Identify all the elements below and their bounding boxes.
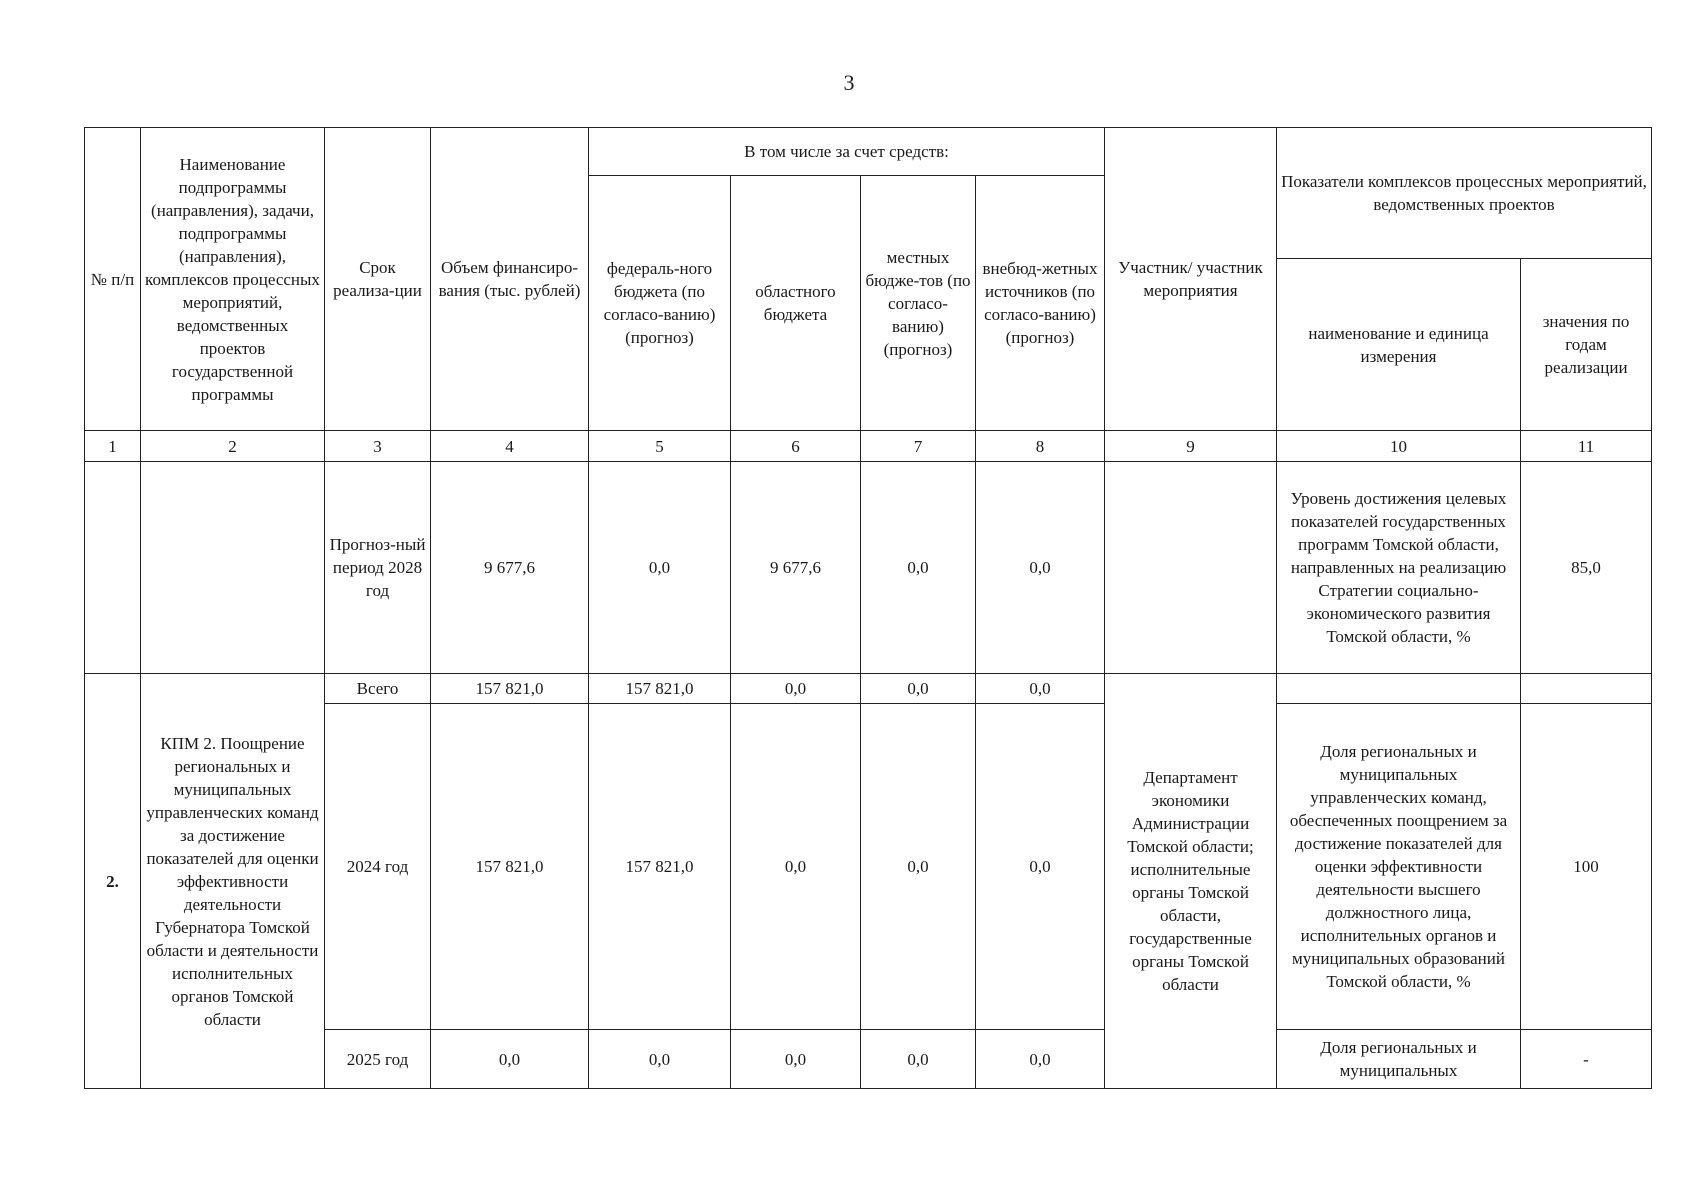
column-number: 8 (976, 431, 1105, 462)
header-col-extra: внебюд-жетных источников (по согласо-ванию) (прогноз) (976, 176, 1105, 431)
header-group-indicators: Показатели комплексов процессных мероприятий, ведомственных проектов (1277, 128, 1652, 259)
local-cell: 0,0 (861, 1030, 976, 1089)
page-number: 3 (843, 70, 855, 95)
column-number: 2 (141, 431, 325, 462)
participant-cell: Департамент экономики Администрации Томской области; исполнительные органы Томской области, государственные органы Томской области (1105, 674, 1277, 1089)
header-col-name: Наименование подпрограммы (направления), задачи, подпрограммы (направления), комплексов процессных мероприятий, ведомственных проектов государственной программы (141, 128, 325, 431)
indicator-cell: Доля региональных и муниципальных (1277, 1030, 1521, 1089)
local-cell: 0,0 (861, 462, 976, 674)
indicator-value-cell: 85,0 (1521, 462, 1652, 674)
header-col-volume: Объем финансиро-вания (тыс. рублей) (431, 128, 589, 431)
extra-cell: 0,0 (976, 1030, 1105, 1089)
column-number: 3 (325, 431, 431, 462)
indicator-value-cell (1521, 674, 1652, 704)
column-number: 5 (589, 431, 731, 462)
header-col-number: № п/п (85, 128, 141, 431)
local-cell: 0,0 (861, 704, 976, 1030)
table-cell-empty (85, 462, 141, 674)
local-cell: 0,0 (861, 674, 976, 704)
total-cell: 9 677,6 (431, 462, 589, 674)
header-col-period: Срок реализа-ции (325, 128, 431, 431)
regional-cell: 0,0 (731, 674, 861, 704)
column-number: 1 (85, 431, 141, 462)
header-col-indicator-name: наименование и единица измерения (1277, 259, 1521, 431)
federal-cell: 157 821,0 (589, 704, 731, 1030)
indicator-value-cell: - (1521, 1030, 1652, 1089)
total-cell: 157 821,0 (431, 704, 589, 1030)
forecast-row (85, 462, 1652, 674)
table-cell-empty (141, 462, 325, 674)
indicator-cell: Доля региональных и муниципальных управленческих команд, обеспеченных поощрением за достижение показателей для оценки эффективности деятельности высшего должностного лица, исполнительных органов и муниципальных образований Томской области, % (1277, 704, 1521, 1030)
column-number: 7 (861, 431, 976, 462)
column-number: 4 (431, 431, 589, 462)
regional-cell: 9 677,6 (731, 462, 861, 674)
federal-cell: 157 821,0 (589, 674, 731, 704)
column-number: 9 (1105, 431, 1277, 462)
program-table (84, 127, 1652, 1089)
column-numbers-row (85, 431, 1652, 462)
indicator-cell (1277, 674, 1521, 704)
header-group-funds: В том числе за счет средств: (589, 128, 1105, 176)
header-col-local: местных бюдже-тов (по согласо-ванию) (прогноз) (861, 176, 976, 431)
header-col-federal: федераль-ного бюджета (по согласо-ванию) (прогноз) (589, 176, 731, 431)
regional-cell: 0,0 (731, 704, 861, 1030)
column-number: 11 (1521, 431, 1652, 462)
extra-cell: 0,0 (976, 704, 1105, 1030)
extra-cell: 0,0 (976, 462, 1105, 674)
period-cell: Прогноз-ный период 2028 год (325, 462, 431, 674)
column-number: 6 (731, 431, 861, 462)
header-col-participant: Участник/ участник мероприятия (1105, 128, 1277, 431)
column-number: 10 (1277, 431, 1521, 462)
period-cell: Всего (325, 674, 431, 704)
total-cell: 0,0 (431, 1030, 589, 1089)
regional-cell: 0,0 (731, 1030, 861, 1089)
block-number: 2. (85, 674, 141, 1089)
federal-cell: 0,0 (589, 462, 731, 674)
header-col-indicator-values: значения по годам реализации (1521, 259, 1652, 431)
period-cell: 2025 год (325, 1030, 431, 1089)
extra-cell: 0,0 (976, 674, 1105, 704)
block2-row-total (85, 674, 1652, 704)
period-cell: 2024 год (325, 704, 431, 1030)
federal-cell: 0,0 (589, 1030, 731, 1089)
indicator-cell: Уровень достижения целевых показателей государственных программ Томской области, направленных на реализацию Стратегии социально-экономического развития Томской области, % (1277, 462, 1521, 674)
header-row-1 (85, 128, 1652, 176)
indicator-value-cell: 100 (1521, 704, 1652, 1030)
header-col-regional: областного бюджета (731, 176, 861, 431)
total-cell: 157 821,0 (431, 674, 589, 704)
participant-cell (1105, 462, 1277, 674)
block-name: КПМ 2. Поощрение региональных и муниципальных управленческих команд за достижение показателей для оценки эффективности деятельности Губернатора Томской области и деятельности исполнительных органов Томской области (141, 674, 325, 1089)
